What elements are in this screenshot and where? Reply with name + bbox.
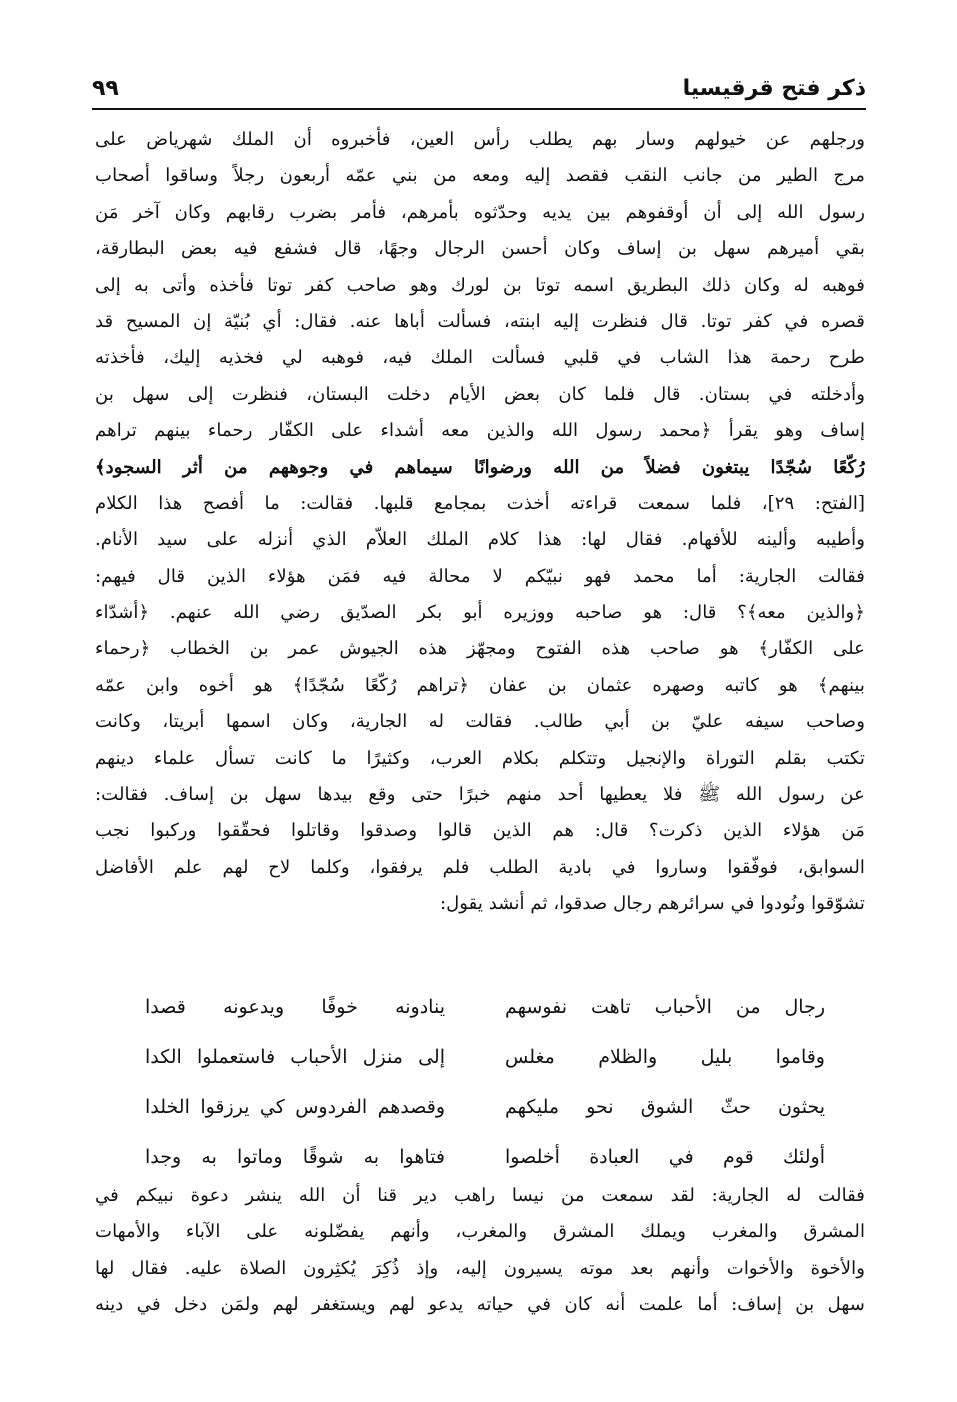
verse-second-hemistich: فتاهوا به شوقًا وماتوا به وجدا xyxy=(145,1146,445,1168)
verse-first-hemistich: أولئك قوم في العبادة أخلصوا xyxy=(505,1146,825,1168)
page-number: ٩٩ xyxy=(92,76,119,101)
text-line: وأطيبه وألينه للأفهام. فقال لها: هذا كلام الملك العلاّم الذي أنزله على سيد الأنام. xyxy=(95,529,865,551)
text-line: طرح رحمة هذا الشاب في قلبي فسألت الملك فيه، فوهبه لي فخذيه إليك، فأخذته xyxy=(95,347,865,369)
verse-first-hemistich: وقاموا بليل والظلام مغلس xyxy=(505,1046,825,1068)
text-line: بقي أميرهم سهل بن إساف وكان أحسن الرجال وجهًا، قال فشفع فيه بعض البطارقة، xyxy=(95,238,865,260)
poem-verse xyxy=(145,982,825,1032)
verse-second-hemistich: ينادونه خوفًا ويدعونه قصدا xyxy=(145,996,445,1018)
text-line: تشوّقوا ونُودوا في سرائرهم رجال صدقوا، ثم أنشد يقول: xyxy=(439,893,865,915)
verse-first-hemistich: يحثون حثّ الشوق نحو مليكهم xyxy=(505,1096,825,1118)
main-text xyxy=(95,122,865,923)
quran-verse-line: رُكّعًا سُجّدًا يبتغون فضلاً من الله ورضوانًا سيماهم في وجوههم من أثر السجود﴾ xyxy=(95,456,865,478)
text-line: ورجلهم عن خيولهم وسار بهم يطلب رأس العين، فأخبروه أن الملك شهرياض على xyxy=(95,129,865,150)
text-line: فوهبه له وكان ذلك البطريق اسمه توتا بن لورك وهو صاحب كفر توتا فأخذه وأتى به إلى xyxy=(95,274,865,296)
text-line: على الكفّار﴾ هو صاحب هذه الفتوح ومجهّز هذه الجيوش عمر بن الخطاب ﴿رحماء xyxy=(95,638,865,660)
text-line: وأدخلته في بستان. قال فلما كان بعض الأيام دخلت البستان، فنظرت إلى سهل بن xyxy=(95,383,865,405)
poem-verse xyxy=(145,1082,825,1132)
poem-verse xyxy=(145,1132,825,1182)
verse-first-hemistich: رجال من الأحباب تاهت نفوسهم xyxy=(505,996,825,1018)
verse-second-hemistich: إلى منزل الأحباب فاستعملوا الكدا xyxy=(145,1046,445,1068)
text-line: إساف وهو يقرأ ﴿محمد رسول الله والذين معه أشداء على الكفّار رحماء بينهم تراهم xyxy=(95,420,865,442)
running-title: ذكر فتح قرقيسيا xyxy=(682,76,866,101)
text-line: عن رسول الله ﷺ فلا يعطيها أحد منهم خبرًا حتى وقع بيدها سهل بن إساف. فقالت: xyxy=(95,784,865,806)
text-line: فقالت له الجارية: لقد سمعت من نيسا راهب دير قنا أن الله ينشر دعوة نبيكم في xyxy=(95,1185,865,1206)
text-line: مرج الطير من جانب النقب فقصد إليه ومعه من بني عمّه أربعون رجلاً وساقوا أصحاب xyxy=(95,165,865,187)
text-line: بينهم﴾ هو كاتبه وصهره عثمان بن عفان ﴿تراهم رُكّعًا سُجّدًا﴾ هو أخوه وابن عمّه xyxy=(95,674,865,696)
poem-verse xyxy=(145,1032,825,1082)
text-line: تكتب بقلم التوراة والإنجيل وتتكلم بكلام العرب، وكثيرًا ما كانت تسأل علماء دينهم xyxy=(95,747,865,769)
text-line: [الفتح: ٢٩]، فلما سمعت قراءته أخذت بمجامع قلبها. فقالت: ما أفصح هذا الكلام xyxy=(95,492,865,514)
text-line: ﴿والذين معه﴾؟ قال: هو صاحبه ووزيره أبو بكر الصدّيق رضي الله عنهم. ﴿أشدّاء xyxy=(95,602,865,624)
text-line: والأخوة والأخوات وأنهم بعد موته يسيرون إليه، وإذ ذُكِرَ يُكثِرون الصلاة عليه. فقال لها xyxy=(95,1257,865,1279)
header-rule xyxy=(92,108,866,110)
text-line: رسول الله إلى أن أوقفوهم بين يديه وحدّثوه بأمرهم، فأمر بضرب رقابهم وكان آخر مَن xyxy=(95,201,865,223)
poem xyxy=(145,982,825,1182)
closing-text xyxy=(95,1178,865,1324)
verse-second-hemistich: وقصدهم الفردوس كي يرزقوا الخلدا xyxy=(145,1096,445,1118)
text-line: فقالت الجارية: أما محمد فهو نبيّكم لا محالة فيه فمَن هؤلاء الذين قال فيهم: xyxy=(95,565,865,587)
text-line: السوابق، فوفّقوا وساروا في بادية الطلب فلم يرفقوا، وكلما لاح لهم علم الأفاضل xyxy=(95,856,865,878)
page-header xyxy=(92,70,866,110)
text-line: قصره في كفر توتا. قال فنظرت إليه ابنته، فسألت أباها عنه. فقال: أي بُنيّة إن المسيح قد xyxy=(95,310,865,332)
text-line: سهل بن إساف: أما علمت أنه كان في حياته يدعو لهم ويستغفر لهم ولمَن دخل في دينه xyxy=(95,1294,865,1316)
text-line: مَن هؤلاء الذين ذكرت؟ قال: هم الذين قالوا وصدقوا وقاتلوا فحقّقوا وركبوا نجب xyxy=(95,820,865,842)
text-line: وصاحب سيفه عليّ بن أبي طالب. فقالت له الجارية، وكان اسمها أبريتا، وكانت xyxy=(95,711,865,733)
text-line: المشرق والمغرب ويملك المشرق والمغرب، وأنهم يفضّلونه على الآباء والأمهات xyxy=(95,1221,865,1243)
